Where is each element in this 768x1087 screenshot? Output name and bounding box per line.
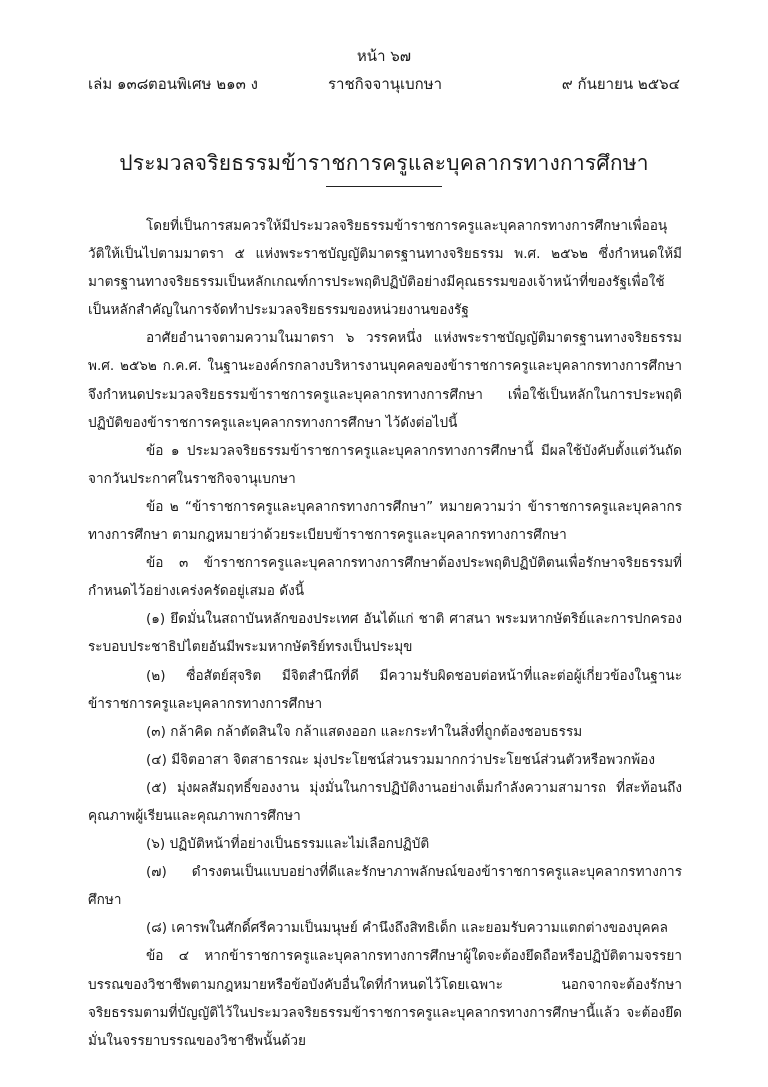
clause-3-item-3: (๓) กล้าคิด กล้าตัดสินใจ กล้าแสดงออก และกระทำในสิ่งที่ถูกต้องชอบธรรม: [146, 723, 583, 740]
clause-3-item-2: (๒) ซื่อสัตย์สุจริต มีจิตสำนึกที่ดี มีความรับผิดชอบต่อหน้าที่และต่อผู้เกี่ยวข้องในฐานะข้าราชการครูและบุคลากรทางการศึกษา: [88, 667, 682, 712]
clause-1: ข้อ ๑ ประมวลจริยธรรมข้าราชการครูและบุคลากรทางการศึกษานี้ มีผลใช้บังคับตั้งแต่วันถัดจากวันประกาศในราชกิจจานุเบกษา: [88, 442, 682, 487]
clause-3-item-7: (๗) ดำรงตนเป็นแบบอย่างที่ดีและรักษาภาพลักษณ์ของข้าราชการครูและบุคลากรทางการศึกษา: [88, 864, 682, 909]
clause-3-item-8: (๘) เคารพในศักดิ์ศรีความเป็นมนุษย์ คำนึงถึงสิทธิเด็ก และยอมรับความแตกต่างของบุคคล: [146, 920, 668, 937]
gazette-header: [88, 72, 688, 96]
authority-paragraph: อาศัยอำนาจตามความในมาตรา ๖ วรรคหนึ่ง แห่งพระราชบัญญัติมาตรฐานทางจริยธรรม พ.ศ. ๒๕๖๒ ก.ค.ศ. ในฐานะองค์กรกลางบริหารงานบุคคลของข้าราชการครูและบุคลากรทางการศึกษา จึงกำหนดประมวลจริยธรรมข้าราชการครูและบุคลากรทางการศึกษา เพื่อใช้เป็นหลักในการประพฤติปฏิบัติของข้าราชการครูและบุคลากรทางการศึกษา ไว้ดังต่อไปนี้: [88, 330, 682, 431]
clause-2: ข้อ ๒ “ข้าราชการครูและบุคลากรทางการศึกษา” หมายความว่า ข้าราชการครูและบุคลากรทางการศึกษา ตามกฎหมายว่าด้วยระเบียบข้าราชการครูและบุคลากรทางการศึกษา: [88, 498, 682, 544]
publication-date: ๙ กันยายน ๒๕๖๔: [561, 75, 680, 93]
gazette-name: ราชกิจจานุเบกษา: [328, 75, 443, 93]
title-underline: [326, 186, 442, 187]
clause-4: ข้อ ๔ หากข้าราชการครูและบุคลากรทางการศึกษาผู้ใดจะต้องยึดถือหรือปฏิบัติตามจรรยาบรรณของวิชาชีพตามกฎหมายหรือข้อบังคับอื่นใดที่กำหนดไว้โดยเฉพาะ นอกจากจะต้องรักษาจริยธรรมตามที่บัญญัติไว้ในประมวลจริยธรรมข้าราชการครูและบุคลากรทางการศึกษานี้แล้ว จะต้องยึดมั่นในจรรยาบรรณของวิชาชีพนั้นด้วย: [88, 948, 682, 1049]
special-section: ตอนพิเศษ ๒๑๓ ง: [148, 75, 258, 93]
clause-3: ข้อ ๓ ข้าราชการครูและบุคลากรทางการศึกษาต้องประพฤติปฏิบัติตนเพื่อรักษาจริยธรรมที่กำหนดไว้อย่างเคร่งครัดอยู่เสมอ ดังนี้: [88, 555, 682, 600]
clause-3-item-1: (๑) ยึดมั่นในสถาบันหลักของประเทศ อันได้แก่ ชาติ ศาสนา พระมหากษัตริย์และการปกครองระบอบประชาธิปไตยอันมีพระมหากษัตริย์ทรงเป็นประมุข: [88, 611, 682, 656]
document-body: [88, 212, 682, 1055]
document-title: ประมวลจริยธรรมข้าราชการครูและบุคลากรทางการศึกษา: [119, 151, 649, 175]
volume-number: เล่ม ๑๓๘: [88, 75, 149, 93]
clause-3-item-6: (๖) ปฏิบัติหน้าที่อย่างเป็นธรรมและไม่เลือกปฏิบัติ: [146, 836, 430, 853]
page-number: หน้า ๖๗: [356, 47, 412, 65]
clause-3-item-4: (๔) มีจิตอาสา จิตสาธารณะ มุ่งประโยชน์ส่วนรวมมากกว่าประโยชน์ส่วนตัวหรือพวกพ้อง: [146, 751, 655, 768]
preamble-paragraph: โดยที่เป็นการสมควรให้มีประมวลจริยธรรมข้าราชการครูและบุคลากรทางการศึกษาเพื่ออนุวัติให้เป็นไปตามมาตรา ๕ แห่งพระราชบัญญัติมาตรฐานทางจริยธรรม พ.ศ. ๒๕๖๒ ซึ่งกำหนดให้มีมาตรฐานทางจริยธรรมเป็นหลักเกณฑ์การประพฤติปฏิบัติอย่างมีคุณธรรมของเจ้าหน้าที่ของรัฐเพื่อใช้เป็นหลักสำคัญในการจัดทำประมวลจริยธรรมของหน่วยงานของรัฐ: [88, 218, 682, 319]
clause-3-item-5: (๕) มุ่งผลสัมฤทธิ์ของงาน มุ่งมั่นในการปฏิบัติงานอย่างเต็มกำลังความสามารถ ที่สะท้อนถึงคุณภาพผู้เรียนและคุณภาพการศึกษา: [88, 779, 682, 824]
